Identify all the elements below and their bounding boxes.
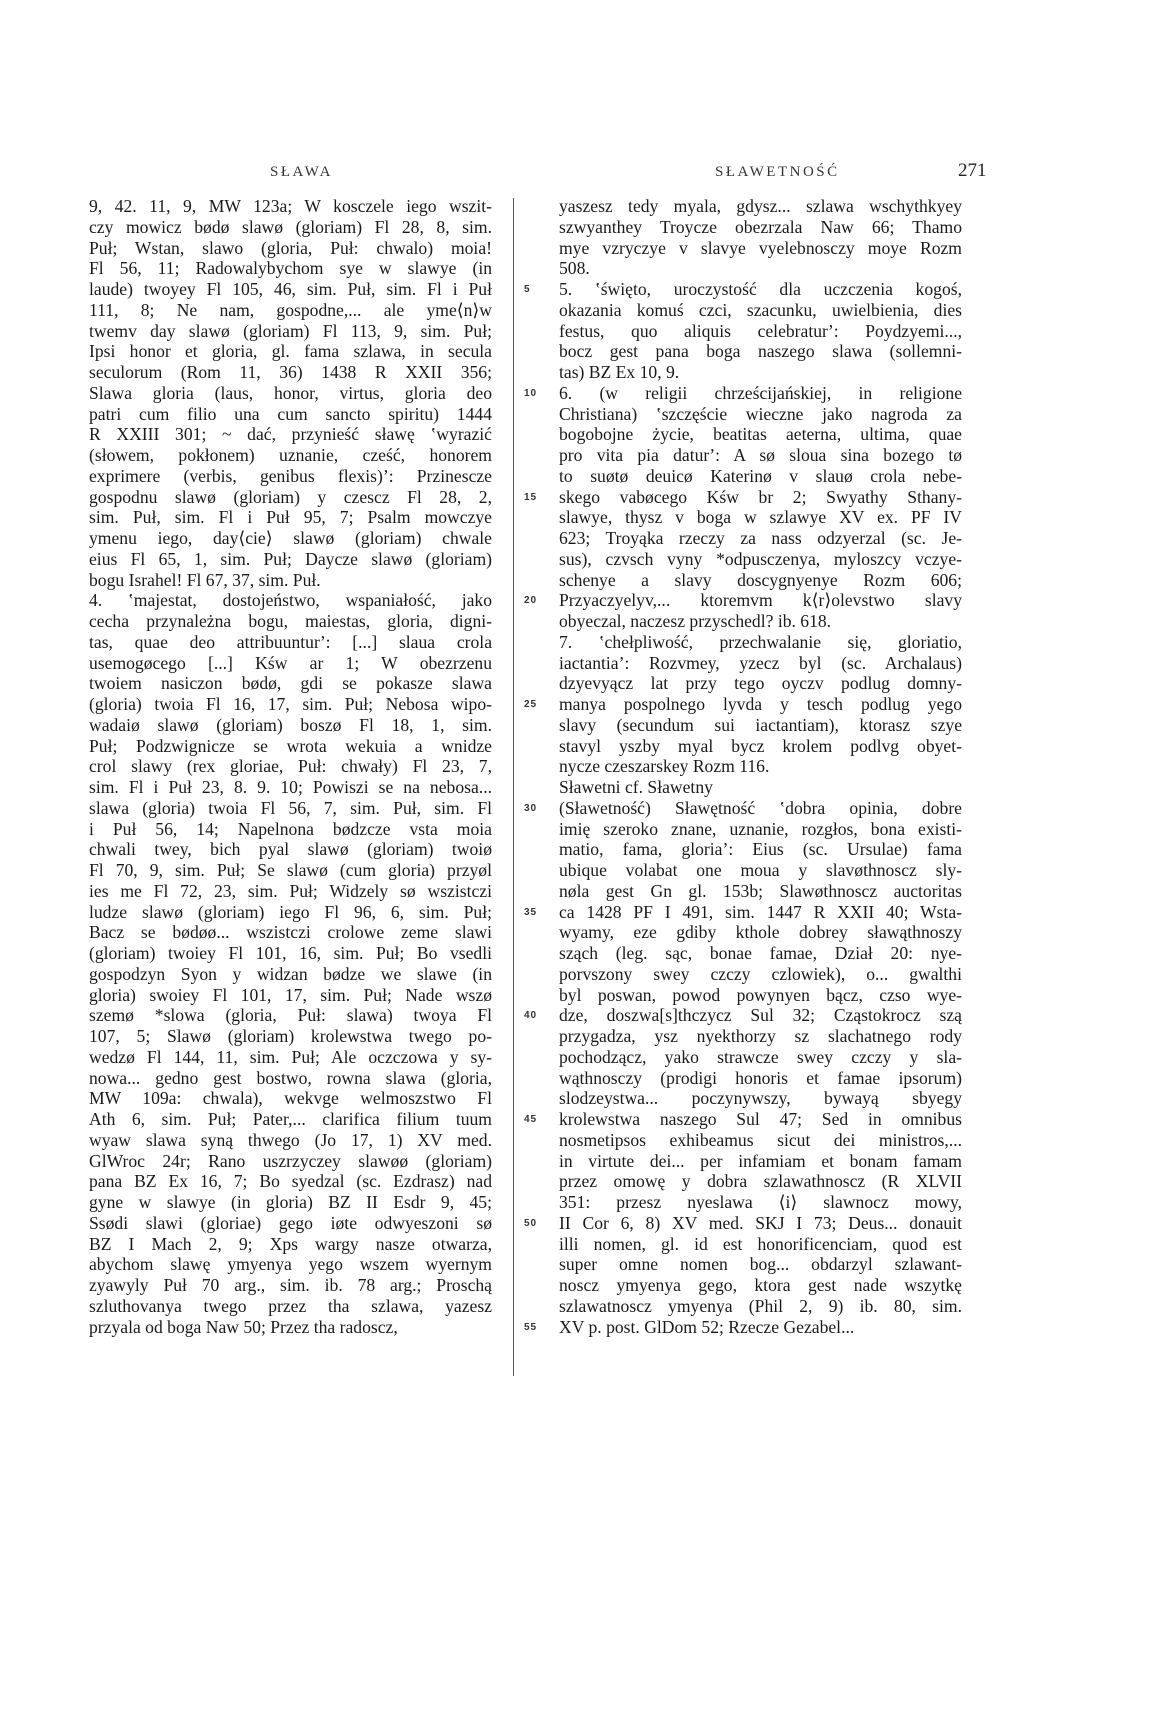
right-column-line: wąthnosczy (prodigi honoris et famae ipsorum) [559,1067,962,1088]
left-column-line: pana BZ Ex 16, 7; Bo syedzal (sc. Ezdrasz) nad [89,1171,492,1192]
right-column-line: matio, fama, gloriaʼ: Eius (sc. Ursulae) fama [559,839,962,860]
line-number: 10 [524,387,538,399]
right-column-line: ubique volabat one moua y slavøthnoscz sly- [559,860,962,880]
right-column-line: to suøtø deuicø Katerinø v slauø crola nebe- [559,465,962,486]
right-column-line: Sławetni cf. Sławetny [559,777,713,797]
left-column-line: szluthovanya twego przez tha szlawa, yazesz [89,1295,492,1316]
right-column-line: szwyanthey Troycze obezrzala Naw 66; Thamo [559,216,962,237]
left-column-line: Slawa gloria (laus, honor, virtus, gloria deo [89,382,492,403]
left-column-line: sim. Fl i Puł 23, 8. 9. 10; Powiszi se na nebosa... [89,777,492,797]
right-column-line: mye vzryczye v slavye vyelebnosczy moye Rozm [559,237,962,258]
right-column-line: sząch (leg. sąc, bonae famae, Dział 20: nye- [559,943,962,963]
left-column-line: ymenu iego, day⟨cie⟩ slawø (gloriam) chwale [89,528,492,548]
right-column-line: szlawatnoscz ymyenya (Phil 2, 9) ib. 80, sim. [559,1295,962,1316]
right-column-line: manya pospolnego lyvda y tesch podlug yego [559,694,962,714]
right-column-line: wyamy, eze gdiby kthole dobrey sławąthnoszy [559,922,962,943]
left-column-line: wyaw slawa syną thwego (Jo 17, 1) XV med. [89,1129,492,1150]
right-column-line: pochodzącz, yako strawcze swey czczy y sla- [559,1046,962,1067]
right-column-line: 351: przesz nyeslawa ⟨i⟩ slawnocz mowy, [559,1192,962,1212]
right-column-line: pro vita pia daturʼ: A sø sloua sina bozego tø [559,445,962,465]
left-column-line: ludze slawø (gloriam) iego Fl 96, 6, sim. Puł; [89,901,492,922]
right-column-line: slawye, thysz v boga w szlawye XV ex. PF IV [559,507,962,528]
right-column-line: dze, doszwa[s]thczycz Sul 32; Cząstokrocz szą [559,1005,962,1026]
line-number: 25 [524,699,538,710]
left-column-line: MW 109a: chwala), wekvge welmoszstwo Fl [89,1088,492,1109]
right-column-line: przez omowę y dobra szlawathnoscz (R XLVII [559,1171,962,1192]
line-number: 45 [524,1114,538,1125]
right-column-line: Christiana) ʽszczęście wieczne jako nagroda za [559,403,962,424]
right-column-line: ca 1428 PF I 491, sim. 1447 R XXII 40; Wsta- [559,901,962,922]
left-column-line: Ipsi honor et gloria, gl. fama szlawa, in secula [89,341,492,362]
line-number: 5 [524,284,531,295]
right-column-line: illi nomen, gl. id est honorificenciam, quod est [559,1233,962,1254]
line-number: 35 [524,906,538,918]
right-column-line: stavyl yszby myal bycz krolem podlvg obyet- [559,735,962,756]
line-number: 50 [524,1217,538,1229]
left-column-line: Ath 6, sim. Puł; Pater,... clarifica filium tuum [89,1109,492,1129]
right-column-line: Przyaczyelyv,... ktoremvm k⟨r⟩olevstwo slavy [559,590,962,611]
right-column-line: nøla gest Gn gl. 153b; Slawøthnoscz auctoritas [559,880,962,901]
left-column-line: (słowem, pokłonem) uznanie, cześć, honorem [89,445,492,465]
left-column-line: GlWroc 24r; Rano uszrzyczey slawøø (gloriam) [89,1150,492,1171]
left-column [89,196,492,1337]
left-column-line: R XXIII 301; ~ dać, przynieść sławę ʽwyrazić [89,424,492,445]
left-column-line: nowa... gedno gest bostwo, rowna slawa (gloria, [89,1067,492,1088]
left-column-line: Puł; Wstan, slawo (gloria, Puł: chwalo) moia! [89,237,492,258]
left-column-line: zyawyly Puł 70 arg., sim. ib. 78 arg.; Proschą [89,1275,492,1295]
right-column-line: sus), czvsch vyny *odpusczenya, myloszcy vczye- [559,548,962,569]
left-column-line: twoiem nasiczon bødø, gdi se pokasze slawa [89,673,492,694]
right-column-line: festus, quo aliquis celebraturʼ: Poydzyemi..., [559,320,962,341]
right-column [559,196,962,1337]
left-column-line: przyala od boga Naw 50; Przez tha radoscz, [89,1316,398,1337]
right-column-line: 7. ʽchełpliwość, przechwalanie się, gloriatio, [559,631,962,652]
right-column-line: byl poswan, powod powynyen bącz, czso wye- [559,984,962,1005]
left-column-line: wadaiø slawø (gloriam) boszø Fl 18, 1, sim. [89,714,492,735]
right-column-line: XV p. post. GlDom 52; Rzecze Gezabel... [559,1316,855,1337]
left-column-line: BZ I Mach 2, 9; Xps wargy nasze otwarza, [89,1233,492,1254]
left-column-line: sim. Puł, sim. Fl i Puł 95, 7; Psalm mowczye [89,507,492,528]
right-column-line: bogobojne życie, beatitas aeterna, ultima, quae [559,424,962,445]
left-column-line: chwali twey, bich pyal slawø (gloriam) twoiø [89,839,492,860]
left-column-line: 111, 8; Ne nam, gospodne,... ale yme⟨n⟩w [89,299,492,320]
left-column-line: Puł; Podzwignicze se wrota wekuia a wnidze [89,735,492,756]
line-number: 20 [524,595,538,607]
right-column-line: przygadza, ysz nyekthorzy sz slachatnego rody [559,1026,962,1046]
left-column-line: Ssødi slawi (gloriae) gego iøte odwyeszoni sø [89,1212,492,1233]
left-column-line: gyne w slawye (in gloria) BZ II Esdr 9, 45; [89,1192,492,1212]
left-column-line: (gloriam) twoiey Fl 101, 16, sim. Puł; Bo vsedli [89,943,492,963]
left-column-line: cecha przynależna bogu, maiestas, gloria, digni- [89,611,492,631]
left-column-line: seculorum (Rom 11, 36) 1438 R XXII 356; [89,362,492,382]
right-column-line: imię szeroko znane, uznanie, rozgłos, bona existi- [559,818,962,839]
left-column-line: Fl 56, 11; Radowalybychom sye w slawye (in [89,258,492,279]
left-column-line: abychom slawę ymyenya yego wszem wyernym [89,1254,492,1275]
right-column-line: slodzeystwa... poczynywszy, bywayą sbyegy [559,1088,962,1109]
left-column-line: laude) twoyey Fl 105, 46, sim. Puł, sim. Fl i Puł [89,279,492,299]
right-column-line: II Cor 6, 8) XV med. SKJ I 73; Deus... donauit [559,1212,962,1233]
right-column-line: super omne nomen bog... obdarzyl szlawant- [559,1254,962,1275]
left-column-line: szemø *slowa (gloria, Puł: slawa) twoya Fl [89,1005,492,1026]
left-column-line: Bacz se bødøø... wszistczi crolowe zeme slawi [89,922,492,943]
left-column-line: gospodzyn Syon y widzan bødze we slawe (in [89,963,492,984]
left-column-line: gospodnu slawø (gloriam) y czescz Fl 28, 2, [89,486,492,507]
left-column-line: czy mowicz bødø slawø (gloriam) Fl 28, 8, sim. [89,216,492,237]
left-column-line: i Puł 56, 14; Napelnona bødzcze vsta moia [89,818,492,839]
right-column-line: noscz ymyenya gego, ktora gest nade wszytkę [559,1275,962,1295]
left-column-line: patri cum filio una cum sancto spiritu) 1444 [89,403,492,424]
left-column-line: crol slawy (rex gloriae, Puł: chwały) Fl 23, 7, [89,756,492,777]
right-column-line: bocz gest pana boga naszego slawa (sollemni- [559,341,962,362]
right-column-line: nosmetipsos exhibeamus sicut dei ministros,... [559,1129,962,1150]
right-column-line: dzyevyącz lat przy tego oyczv podlug domny- [559,673,962,694]
column-divider [513,198,514,1376]
left-column-line: 107, 5; Slawø (gloriam) krolewstwa twego po- [89,1026,492,1046]
right-column-line: (Sławetność) Sławętność ʽdobra opinia, dobre [559,797,962,818]
left-column-line: usemogøcego [...] Kśw ar 1; W obezrzenu [89,652,492,673]
right-column-line: 6. (w religii chrześcijańskiej, in religione [559,382,962,403]
right-column-line: skego vabøcego Kśw br 2; Swyathy Sthany- [559,486,962,507]
left-column-line: gloria) swoiey Fl 101, 17, sim. Puł; Nade wszø [89,984,492,1005]
line-number: 15 [524,491,538,503]
left-column-line: slawa (gloria) twoia Fl 56, 7, sim. Puł, sim. Fl [89,797,492,818]
left-column-line: (gloria) twoia Fl 16, 17, sim. Puł; Nebosa wipo- [89,694,492,714]
line-number: 55 [524,1321,538,1333]
right-column-line: obyeczal, naczesz przyschedl? ib. 618. [559,611,832,631]
right-column-line: 508. [559,258,590,279]
line-number: 40 [524,1010,538,1022]
right-column-line: porvszony swey czczy czlowiek), o... gwalthi [559,963,962,984]
left-column-line: twemv day slawø (gloriam) Fl 113, 9, sim. Puł; [89,320,492,341]
right-column-line: 623; Troyąka rzeczy za nass odzyerzal (sc. Je- [559,528,962,548]
right-column-line: krolewstwa naszego Sul 47; Sed in omnibus [559,1109,962,1129]
left-column-line: eius Fl 65, 1, sim. Puł; Daycze slawø (gloriam) [89,548,492,569]
left-column-line: ies me Fl 72, 23, sim. Puł; Widzely sø wszistczi [89,880,492,901]
left-column-line: Fl 70, 9, sim. Puł; Se slawø (cum gloria) przyøl [89,860,492,880]
left-column-line: wedzø Fl 144, 11, sim. Puł; Ale oczczowa y sy- [89,1046,492,1067]
left-column-line: tas, quae deo attribuunturʼ: [...] slaua crola [89,631,492,652]
right-column-line: yaszesz tedy myala, gdysz... szlawa wschythkyey [559,196,962,216]
running-head-right: SŁAWETNOŚĆ [715,164,840,180]
left-column-line: exprimere (verbis, genibus flexis)ʼ: Przinescze [89,465,492,486]
right-column-line: tas) BZ Ex 10, 9. [559,362,680,382]
left-column-line: 9, 42. 11, 9, MW 123a; W kosczele iego wszit- [89,196,492,216]
page-number: 271 [958,160,987,181]
right-column-line: slavy (secundum sui iactantiam), ktorasz szye [559,714,962,735]
right-column-line: iactantiaʼ: Rozvmey, yzecz byl (sc. Archalaus) [559,652,962,673]
right-column-line: in virtute dei... per infamiam et bonam famam [559,1150,962,1171]
left-column-line: 4. ʽmajestat, dostojeństwo, wspaniałość, jako [89,590,492,611]
line-number: 30 [524,802,538,814]
running-head-left: SŁAWA [270,164,333,180]
right-column-line: 5. ʽświęto, uroczystość dla uczczenia kogoś, [559,279,962,299]
right-column-line: nycze czeszarskey Rozm 116. [559,756,770,777]
left-column-line: bogu Israhel! Fl 67, 37, sim. Puł. [89,569,321,590]
right-column-line: okazania komuś czci, szacunku, uwielbienia, dies [559,299,962,320]
right-column-line: schenye a slavy doscygnyenye Rozm 606; [559,569,962,590]
